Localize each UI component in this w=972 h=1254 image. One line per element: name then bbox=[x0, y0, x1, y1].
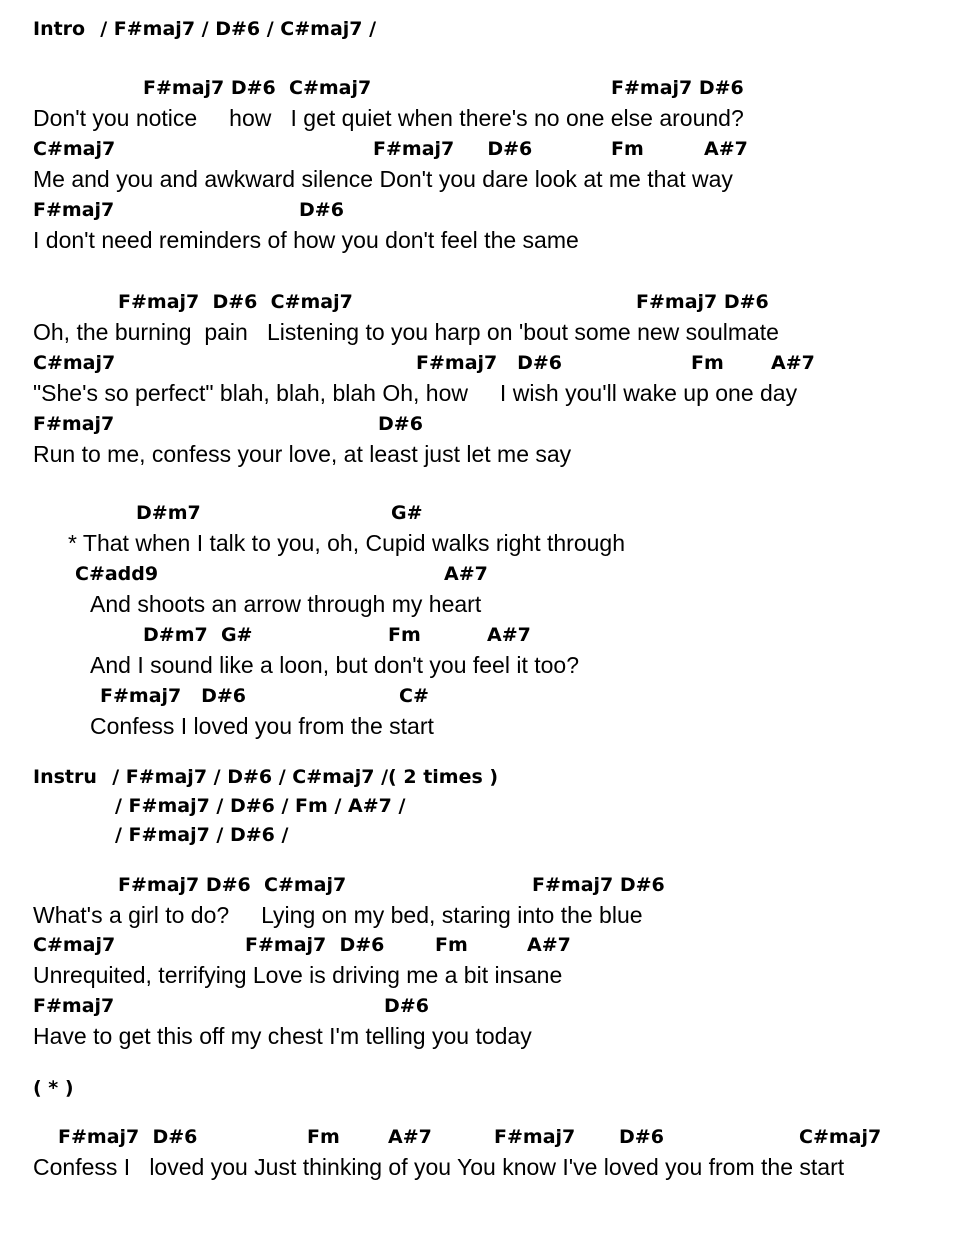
chord-line: D#6 bbox=[619, 1126, 664, 1148]
chord-line: C#maj7 bbox=[799, 1126, 882, 1148]
chord-line: F#maj7 bbox=[33, 995, 115, 1017]
intro-chords: / F#maj7 / D#6 / C#maj7 / bbox=[87, 18, 377, 40]
chord-line: C#add9 bbox=[75, 563, 159, 585]
chord-line: Fm bbox=[388, 624, 421, 646]
chord-line: F#maj7 D#6 C#maj7 bbox=[118, 291, 353, 313]
chord-line: D#6 bbox=[378, 413, 423, 435]
chord-line: F#maj7 D#6 bbox=[611, 77, 744, 99]
chord-line: F#maj7 D#6 bbox=[416, 352, 563, 374]
chord-line: F#maj7 D#6 bbox=[100, 685, 247, 707]
lyric-line: And I sound like a loon, but don't you feel it too? bbox=[90, 652, 580, 678]
lyric-line: Confess I loved you from the start bbox=[90, 713, 434, 739]
instru-chords: / F#maj7 / D#6 / C#maj7 /( 2 times ) bbox=[99, 766, 499, 788]
lyric-line: What's a girl to do? Lying on my bed, staring into the blue bbox=[33, 902, 643, 928]
chord-line: D#6 bbox=[384, 995, 429, 1017]
chord-line: C# bbox=[399, 685, 429, 707]
lyric-line: Confess I loved you Just thinking of you You know I've loved you from the start bbox=[33, 1154, 845, 1180]
lyric-line: Me and you and awkward silence Don't you dare look at me that way bbox=[33, 166, 733, 192]
chord-line: G# bbox=[391, 502, 423, 524]
chord-line: C#maj7 bbox=[33, 934, 116, 956]
chord-line: F#maj7 D#6 C#maj7 bbox=[118, 874, 347, 896]
chord-line: F#maj7 bbox=[494, 1126, 576, 1148]
chord-line: F#maj7 D#6 bbox=[636, 291, 769, 313]
chord-line: F#maj7 D#6 bbox=[373, 138, 533, 160]
chord-line: A#7 bbox=[487, 624, 531, 646]
chord-line: A#7 bbox=[444, 563, 488, 585]
lyric-line: I don't need reminders of how you don't feel the same bbox=[33, 227, 579, 253]
lyric-line: * That when I talk to you, oh, Cupid walks right through bbox=[68, 530, 625, 556]
chord-line: F#maj7 bbox=[33, 199, 115, 221]
chord-line: F#maj7 D#6 C#maj7 bbox=[143, 77, 372, 99]
chord-line: C#maj7 bbox=[33, 352, 116, 374]
repeat-chorus-marker: ( * ) bbox=[33, 1077, 74, 1099]
chord-line: A#7 bbox=[527, 934, 571, 956]
chord-line: F#maj7 D#6 bbox=[58, 1126, 198, 1148]
chord-line: F#maj7 bbox=[33, 413, 115, 435]
lyric-line: "She's so perfect" blah, blah, blah Oh, how I wish you'll wake up one day bbox=[33, 380, 798, 406]
chord-line: D#m7 bbox=[136, 502, 201, 524]
instru-label: Instru bbox=[33, 766, 97, 788]
chord-line: F#maj7 D#6 bbox=[245, 934, 385, 956]
lyric-line: Don't you notice how I get quiet when there's no one else around? bbox=[33, 105, 744, 131]
chord-line: A#7 bbox=[704, 138, 748, 160]
lyric-line: And shoots an arrow through my heart bbox=[90, 591, 482, 617]
lyric-line: Oh, the burning pain Listening to you harp on 'bout some new soulmate bbox=[33, 319, 779, 345]
lyric-line: Run to me, confess your love, at least just let me say bbox=[33, 441, 572, 467]
lyric-line: Have to get this off my chest I'm telling you today bbox=[33, 1023, 532, 1049]
chord-line: F#maj7 D#6 bbox=[532, 874, 665, 896]
intro-label: Intro bbox=[33, 18, 86, 40]
lyric-line: Unrequited, terrifying Love is driving me a bit insane bbox=[33, 962, 563, 988]
instru-chords: / F#maj7 / D#6 / Fm / A#7 / bbox=[115, 795, 406, 817]
chord-line: Fm bbox=[611, 138, 644, 160]
chord-line: A#7 bbox=[388, 1126, 432, 1148]
chord-line: D#m7 G# bbox=[143, 624, 253, 646]
chord-line: C#maj7 bbox=[33, 138, 116, 160]
chord-line: Fm bbox=[691, 352, 724, 374]
chord-line: Fm bbox=[307, 1126, 340, 1148]
chord-line: D#6 bbox=[299, 199, 344, 221]
instru-chords: / F#maj7 / D#6 / bbox=[115, 824, 289, 846]
chord-line: Fm bbox=[435, 934, 468, 956]
chord-line: A#7 bbox=[771, 352, 815, 374]
